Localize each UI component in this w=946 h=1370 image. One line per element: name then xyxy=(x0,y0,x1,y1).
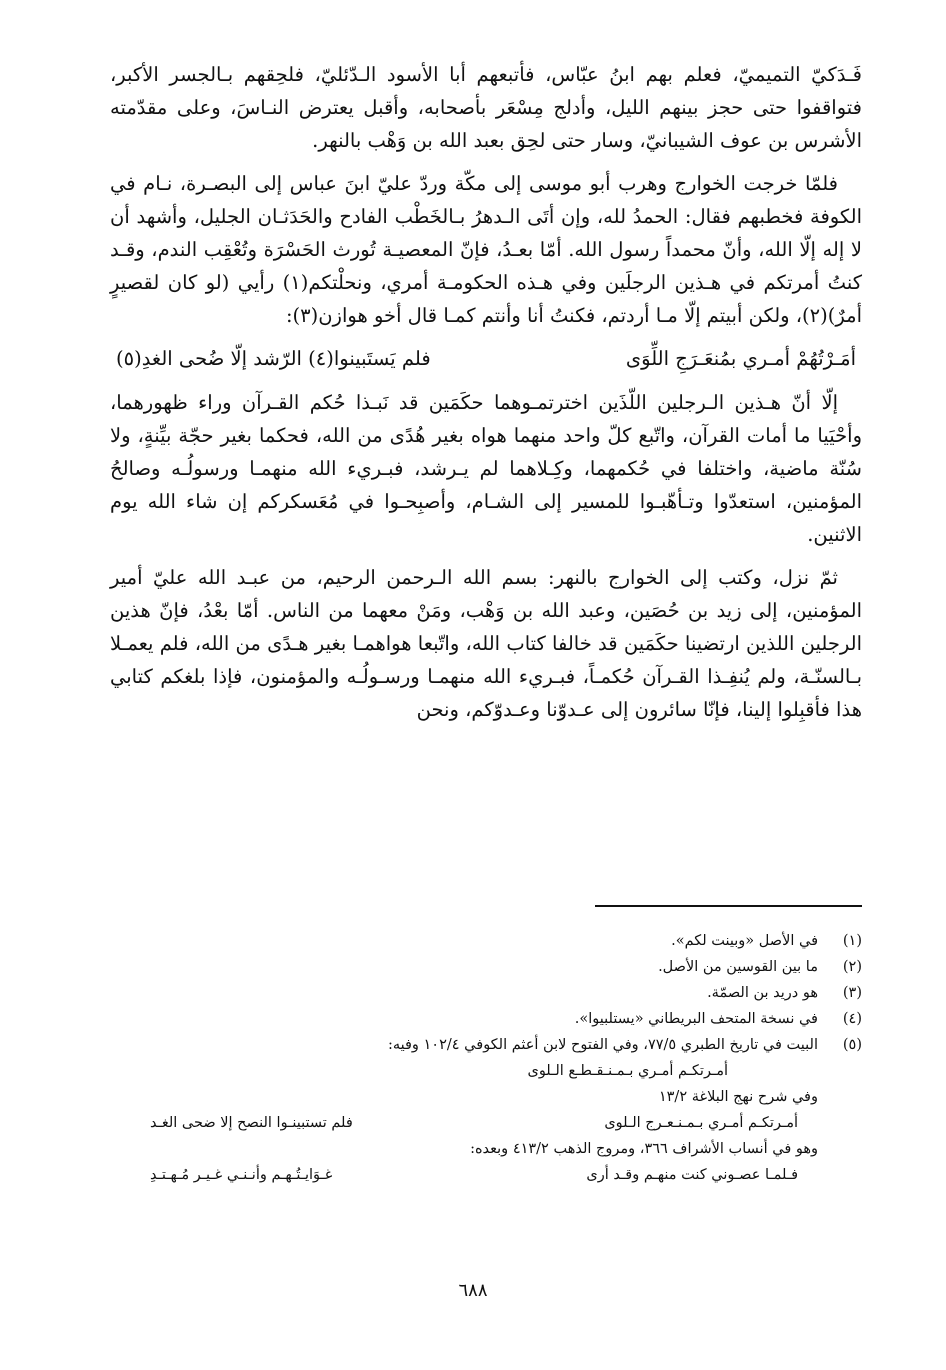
paragraph-1: فَـدَكيّ التميميّ، فعلم بهم ابنُ عبّاس، فأتبعهم أبا الأسود الـدّئليّ، فلحِقهم بـالجسر الأكبر، فتواقفوا حتى حجز بينهم الليل، وأدلج مِسْعَر بأصحابه، وأقبل يعترض النـاسَ، وعلى مقدّمته الأشرس بن عوف الشيبانيّ، وسار حتى لحِق بعبد الله بن وَهْب بالنهر. xyxy=(110,63,862,152)
footnote-verse-first: فـلمـا عصـوني كنت منهـم وقـد أرى xyxy=(586,1167,798,1183)
footnote-text: في الأصل «وبينت لكم». xyxy=(671,933,818,949)
footnote-3 xyxy=(150,980,862,1006)
verse-second-hemistich: فلم يَستَبينوا(٤) الرّشد إلّا ضُحى الغدِ(٥) xyxy=(116,347,431,370)
footnote-number: (٤) xyxy=(842,1011,862,1027)
poem-verse xyxy=(110,342,862,376)
footnote-verse-second: غـوَايـتُـهـم وأنـنـي غـيـر مُـهـتـدِ xyxy=(150,1167,333,1183)
footnote-4 xyxy=(150,1006,862,1032)
footnote-5 xyxy=(150,1032,862,1188)
footnote-verse xyxy=(150,1162,818,1188)
footnote-number: (٢) xyxy=(842,959,862,975)
footnotes xyxy=(150,928,862,1188)
footnote-number: (١) xyxy=(842,933,862,949)
footnote-2 xyxy=(150,954,862,980)
footnote-line: البيت في تاريخ الطبري ٧٧/٥، وفي الفتوح لابن أعثم الكوفي ١٠٢/٤ وفيه: xyxy=(387,1037,818,1053)
footnote-number: (٣) xyxy=(842,985,862,1001)
footnote-text: ما بين القوسين من الأصل. xyxy=(658,959,818,975)
footnote-text: هو دريد بن الصمّة. xyxy=(707,985,818,1001)
footnote-number: (٥) xyxy=(842,1037,862,1053)
main-text xyxy=(110,58,862,736)
footnote-verse xyxy=(150,1110,818,1136)
footnote-1 xyxy=(150,928,862,954)
footnote-line: وفي شرح نهج البلاغة ١٣/٢ xyxy=(658,1089,818,1105)
footnote-separator xyxy=(595,905,862,907)
page-number: ٦٨٨ xyxy=(458,1280,488,1301)
footnote-verse-second: فلم تستبينـوا النصح إلا ضحى الغـد xyxy=(150,1115,353,1131)
paragraph-4: ثمّ نزل، وكتب إلى الخوارج بالنهر: بسم الله الـرحمن الرحيم، من عبـد الله عليّ أمير المؤمنين، إلى زيد بن حُصَين، وعبد الله بن وَهْب، ومَنْ معهما من الناس. أمّا بعْدُ، فإنّ هذين الرجلين اللذين ارتضينا حكَمَين قد خالفا كتاب الله، واتّبعا هواهمـا بغير هـدًى من الله، فلم يعمـلا بـالسنّـة، ولم يُنفِـذا القـرآن حُكمـاً، فبـريء الله منهمـا ورسـولُـه والمؤمنون، فإذا بلغكم كتابي هذا فأقبِلوا إلينا، فإنّا سائرون إلى عـدوّنا وعـدوّكم، ونحن xyxy=(110,566,862,721)
paragraph-3: إلّا أنّ هـذين الـرجلين اللّذَين اخترتمـوهما حكَمَين قد نَبـذا حُكم القـرآن وراء ظهورهما، وأحْيَيا ما أمات القرآن، واتّبع كلّ واحد منهما هواه بغير هُدًى من الله، فحكما بغير حجّة بيِّنةٍ، ولا سُنّة ماضية، واختلفا في حُكمهما، وكِـلاهما لم يـرشد، فبـريء الله منهمـا ورسولُـه وصالحُ المؤمنين، استعدّوا وتـأهّبـوا للمسير إلى الشـام، وأصبِحـوا في مُعَسكركم إن شاء الله يوم الاثنين. xyxy=(110,391,862,546)
paragraph-2: فلمّا خرجت الخوارج وهرب أبو موسى إلى مكّة وردّ عليّ ابنَ عباس إلى البصـرة، نـام في الكوفة فخطبهم فقال: الحمدُ لله، وإن أتَى الـدهرُ بـالخَطْب الفادح والحَدَثـان الجليل، وأشهد أن لا إله إلّا الله، وأنّ محمداً رسول الله. أمّا بعـدُ، فإنّ المعصيـة تُورث الحَسْرَة وتُعْقِب الندم، وقـد كنتُ أمرتكم في هـذين الرجلَين وفي هـذه الحكومـة أمري، ونحلْتكم(١) رأيي (لو كان لقصيرٍ أمرٌ)(٢)، ولكن أبيتم إلّا مـا أردتم، فكنتُ أنا وأنتم كمـا قال أخو هوازن(٣): xyxy=(110,172,862,327)
footnote-verse-first: أمـرتكـم أمـري بـمـنـعـرج الـلوى xyxy=(604,1115,798,1131)
footnote-verse-line: أمـرتكـم أمـري بـمـنـقـطـع الـلوى xyxy=(527,1063,728,1079)
verse-first-hemistich: أمَـرْتُهُمْ أمـري بمُنعَـرَجِ اللِّوَى xyxy=(625,347,856,370)
footnote-text: في نسخة المتحف البريطاني «يستلبيوا». xyxy=(574,1011,818,1027)
footnote-text xyxy=(150,1032,818,1188)
footnote-line: وهو في أنساب الأشراف ٣٦٦، ومروج الذهب ٤١٣/٢ وبعده: xyxy=(470,1141,818,1157)
